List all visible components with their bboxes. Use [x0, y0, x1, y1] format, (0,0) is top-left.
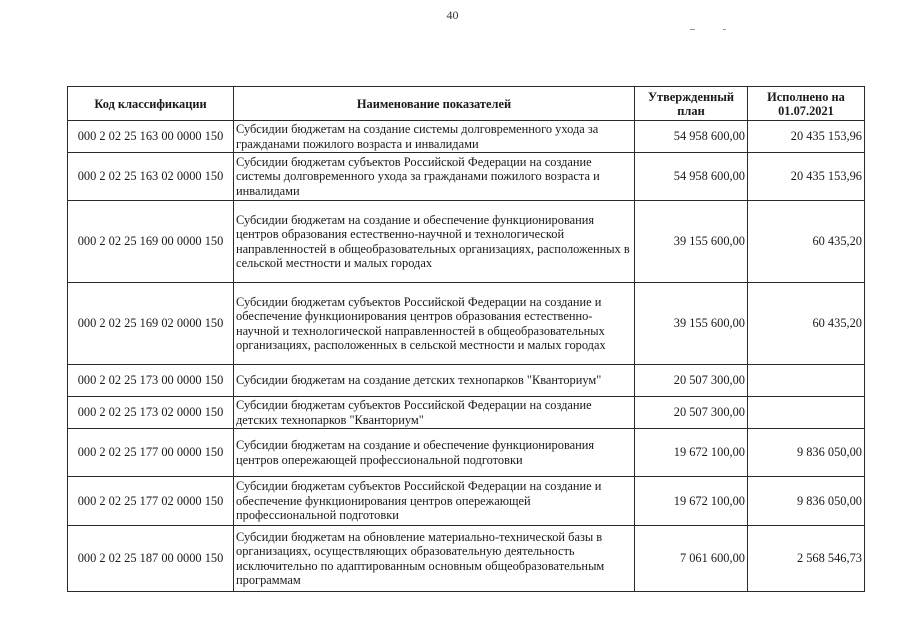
row-plan: 19 672 100,00	[635, 477, 748, 526]
row-plan: 39 155 600,00	[635, 283, 748, 365]
row-plan: 39 155 600,00	[635, 201, 748, 283]
row-plan: 19 672 100,00	[635, 429, 748, 477]
scan-speck	[690, 29, 695, 30]
row-code: 000 2 02 25 163 00 0000 150	[68, 121, 234, 153]
row-name: Субсидии бюджетам на создание и обеспечение функционирования центров опережающей профессиональной подготовки	[234, 429, 635, 477]
row-executed: 9 836 050,00	[748, 477, 865, 526]
table-row	[68, 429, 865, 477]
row-code: 000 2 02 25 177 02 0000 150	[68, 477, 234, 526]
table-row	[68, 121, 865, 153]
row-name: Субсидии бюджетам на обновление материально-технической базы в организациях, осуществляющих образовательную деятельность исключительно по адаптированным основным общеобразовательным программам	[234, 526, 635, 592]
row-code: 000 2 02 25 173 00 0000 150	[68, 365, 234, 397]
table-header-row	[68, 87, 865, 121]
row-code: 000 2 02 25 173 02 0000 150	[68, 397, 234, 429]
header-executed: Исполнено на 01.07.2021	[748, 87, 865, 121]
table-row	[68, 283, 865, 365]
row-name: Субсидии бюджетам субъектов Российской Федерации на создание системы долговременного ухода за гражданами пожилого возраста и инвалидами	[234, 153, 635, 201]
row-executed: 60 435,20	[748, 201, 865, 283]
row-executed	[748, 365, 865, 397]
row-code: 000 2 02 25 177 00 0000 150	[68, 429, 234, 477]
row-plan: 54 958 600,00	[635, 153, 748, 201]
row-executed	[748, 397, 865, 429]
header-name: Наименование показателей	[234, 87, 635, 121]
row-executed: 60 435,20	[748, 283, 865, 365]
row-plan: 7 061 600,00	[635, 526, 748, 592]
row-code: 000 2 02 25 187 00 0000 150	[68, 526, 234, 592]
table-row	[68, 201, 865, 283]
table-row	[68, 477, 865, 526]
row-executed: 2 568 546,73	[748, 526, 865, 592]
row-name: Субсидии бюджетам на создание системы долговременного ухода за гражданами пожилого возраста и инвалидами	[234, 121, 635, 153]
row-plan: 20 507 300,00	[635, 397, 748, 429]
row-executed: 9 836 050,00	[748, 429, 865, 477]
table-row	[68, 153, 865, 201]
row-code: 000 2 02 25 169 02 0000 150	[68, 283, 234, 365]
table-row	[68, 365, 865, 397]
header-plan: Утвержденный план	[635, 87, 748, 121]
row-plan: 54 958 600,00	[635, 121, 748, 153]
row-code: 000 2 02 25 169 00 0000 150	[68, 201, 234, 283]
budget-table	[67, 86, 865, 592]
header-code: Код классификации	[68, 87, 234, 121]
row-name: Субсидии бюджетам субъектов Российской Федерации на создание и обеспечение функционирования центров опережающей профессиональной подготовки	[234, 477, 635, 526]
row-executed: 20 435 153,96	[748, 153, 865, 201]
row-name: Субсидии бюджетам на создание детских технопарков "Кванториум"	[234, 365, 635, 397]
row-code: 000 2 02 25 163 02 0000 150	[68, 153, 234, 201]
page-number: 40	[446, 8, 459, 22]
table-row	[68, 397, 865, 429]
row-name: Субсидии бюджетам субъектов Российской Федерации на создание детских технопарков "Кванториум"	[234, 397, 635, 429]
row-plan: 20 507 300,00	[635, 365, 748, 397]
scan-speck	[723, 29, 726, 30]
table-row	[68, 526, 865, 592]
row-name: Субсидии бюджетам на создание и обеспечение функционирования центров образования естественно-научной и технологической направленностей в общеобразовательных организациях, расположенных в сельской местности и малых городах	[234, 201, 635, 283]
row-executed: 20 435 153,96	[748, 121, 865, 153]
row-name: Субсидии бюджетам субъектов Российской Федерации на создание и обеспечение функционирования центров образования естественно-научной и технологической направленностей в общеобразовательных организациях, расположенных в сельской местности и малых городах	[234, 283, 635, 365]
